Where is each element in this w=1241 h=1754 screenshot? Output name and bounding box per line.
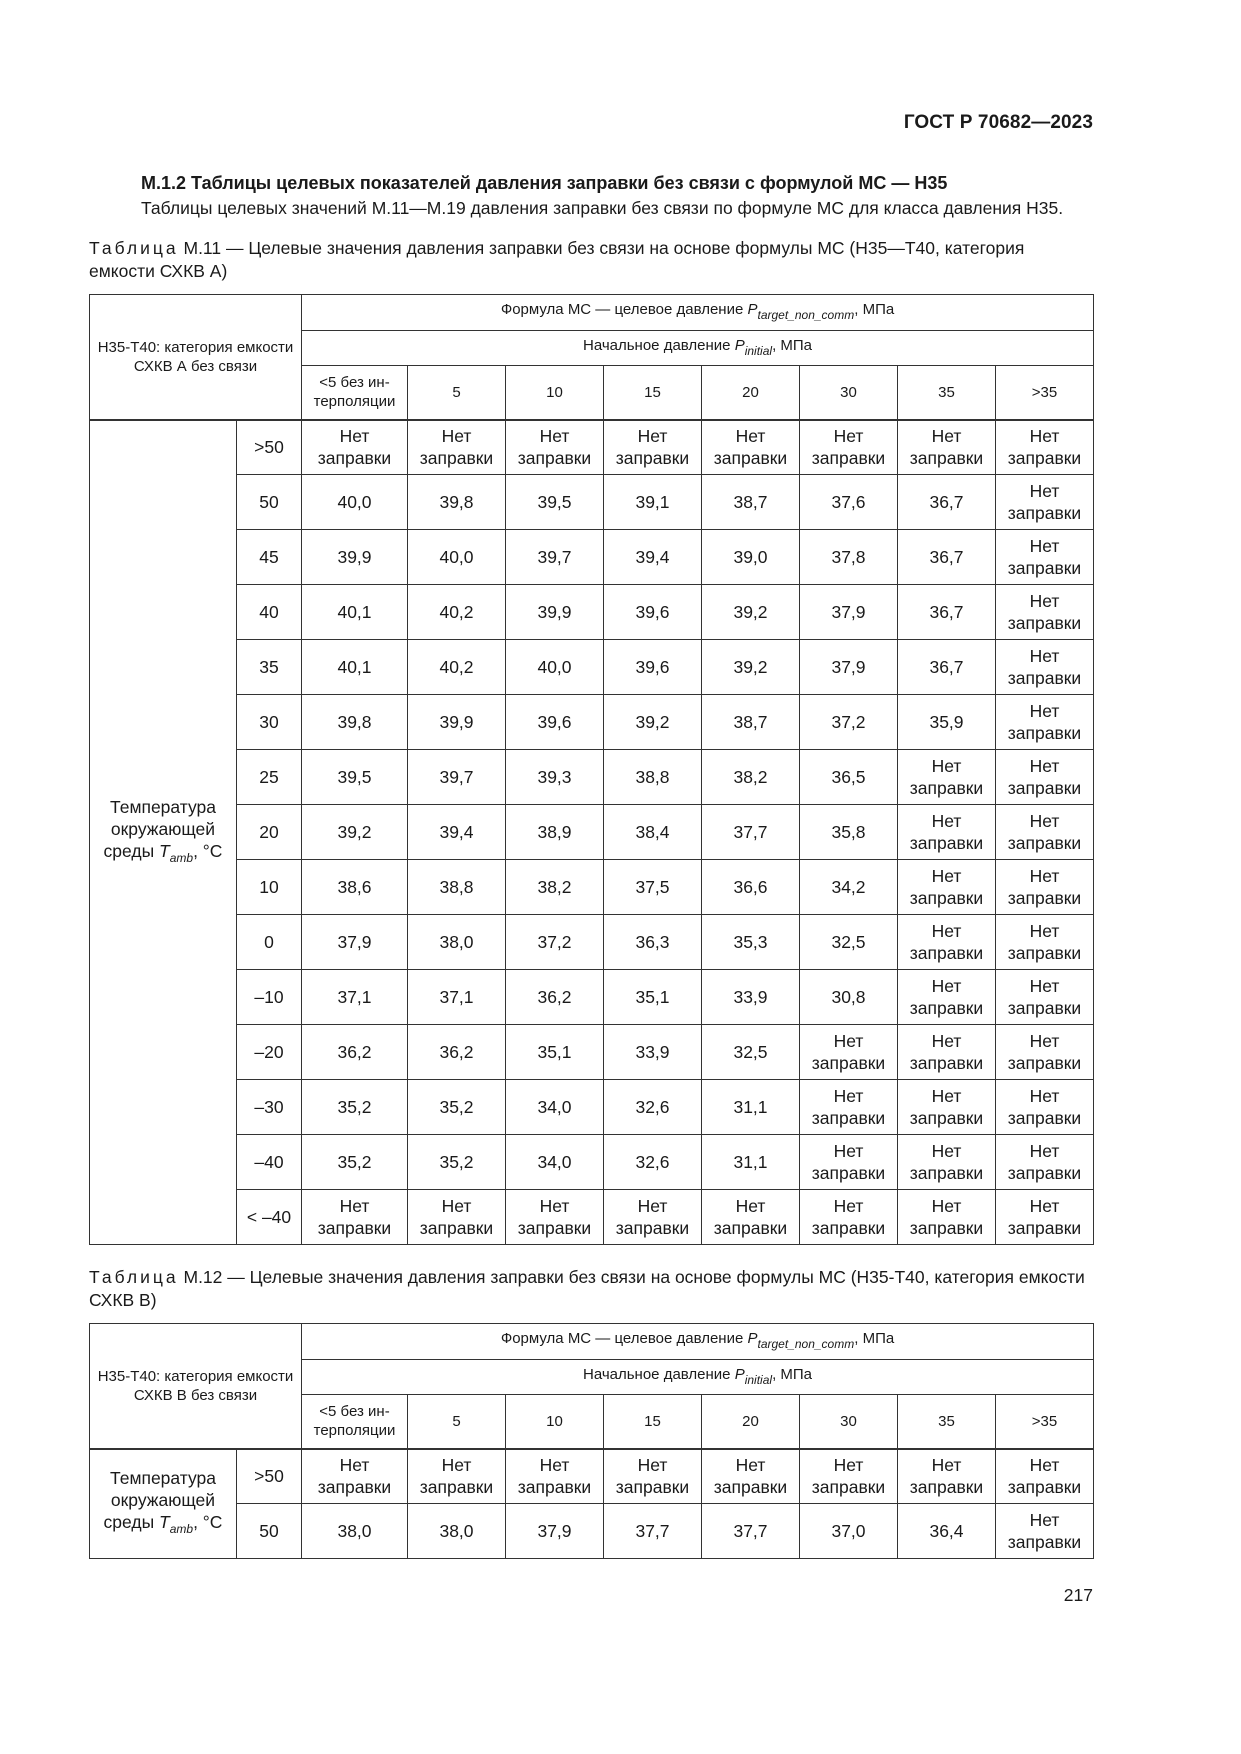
table-row [90, 475, 1094, 530]
pressure-cell: 37,9 [506, 1504, 604, 1559]
table-m12 [89, 1323, 1094, 1559]
table-row [90, 1449, 1094, 1504]
unit: , МПа [854, 1330, 895, 1347]
initial-subscript: initial [744, 343, 773, 358]
formula-header [302, 1324, 1094, 1360]
temperature-cell: –20 [237, 1025, 302, 1080]
table-row [90, 1504, 1094, 1559]
pressure-cell: Нет заправки [800, 1190, 898, 1245]
pressure-cell: 36,4 [898, 1504, 996, 1559]
pressure-cell: 35,2 [408, 1135, 506, 1190]
column-header: 10 [506, 366, 604, 420]
pressure-cell: Нет заправки [996, 1135, 1094, 1190]
pressure-cell: 36,3 [604, 915, 702, 970]
p-symbol: P [747, 1330, 758, 1347]
pressure-cell: 38,0 [408, 1504, 506, 1559]
p-symbol: P [734, 336, 745, 354]
temperature-cell: 30 [237, 695, 302, 750]
table-row [90, 1025, 1094, 1080]
pressure-cell: 39,2 [302, 805, 408, 860]
unit: , МПа [772, 336, 813, 354]
section-title: М.1.2 Таблицы целевых показателей давления заправки без связи с формулой МС — Н35 [141, 173, 948, 193]
pressure-cell: 34,0 [506, 1080, 604, 1135]
pressure-cell: Нет заправки [996, 970, 1094, 1025]
pressure-cell: 38,6 [302, 860, 408, 915]
pressure-cell: 40,1 [302, 585, 408, 640]
pressure-cell: 32,5 [702, 1025, 800, 1080]
pressure-cell: Нет заправки [996, 420, 1094, 475]
caption-label: Таблица [89, 238, 179, 258]
degree-unit: , °C [193, 1512, 223, 1533]
pressure-cell: 35,1 [506, 1025, 604, 1080]
column-header: 15 [604, 366, 702, 420]
table-row [90, 1135, 1094, 1190]
pressure-cell: 38,0 [302, 1504, 408, 1559]
pressure-cell: Нет заправки [898, 915, 996, 970]
pressure-cell: Нет заправки [800, 1135, 898, 1190]
pressure-cell: 33,9 [604, 1025, 702, 1080]
pressure-cell: Нет заправки [898, 1190, 996, 1245]
pressure-cell: 39,6 [604, 640, 702, 695]
pressure-cell: 32,5 [800, 915, 898, 970]
pressure-cell: 38,8 [408, 860, 506, 915]
pressure-cell: Нет заправки [996, 530, 1094, 585]
pressure-cell: 37,1 [302, 970, 408, 1025]
pressure-cell: 35,9 [898, 695, 996, 750]
pressure-cell: 36,2 [506, 970, 604, 1025]
pressure-cell: Нет заправки [898, 1449, 996, 1504]
formula-header [302, 295, 1094, 331]
amb-subscript: amb [169, 850, 194, 865]
table-row [90, 750, 1094, 805]
pressure-cell: 36,2 [302, 1025, 408, 1080]
pressure-cell: Нет заправки [302, 420, 408, 475]
pressure-cell: 38,2 [506, 860, 604, 915]
pressure-cell: 35,8 [800, 805, 898, 860]
caption-text: М.12 — Целевые значения давления заправки без связи на основе формулы МС (Н35-Т40, категория емкости СХКВ В) [89, 1267, 1085, 1310]
document-standard-number: ГОСТ Р 70682—2023 [903, 112, 1093, 133]
pressure-cell: Нет заправки [898, 1025, 996, 1080]
pressure-cell: 40,2 [408, 640, 506, 695]
table-corner-label: Н35-Т40: категория емкости СХКВ В без связи [90, 1324, 302, 1449]
column-header: <5 без ин-терполяции [302, 366, 408, 420]
target-subscript: target_non_comm [757, 308, 855, 322]
pressure-cell: 39,0 [702, 530, 800, 585]
pressure-cell: Нет заправки [996, 750, 1094, 805]
row-group-label [90, 420, 237, 1245]
column-header: <5 без ин-терполяции [302, 1395, 408, 1449]
table-m11-caption [89, 237, 1093, 283]
column-header: 20 [702, 366, 800, 420]
pressure-cell: 38,4 [604, 805, 702, 860]
t-symbol: T [159, 840, 170, 861]
table-row [90, 1080, 1094, 1135]
pressure-cell: 32,6 [604, 1080, 702, 1135]
pressure-cell: Нет заправки [800, 1025, 898, 1080]
column-header: 5 [408, 366, 506, 420]
pressure-cell: 36,6 [702, 860, 800, 915]
pressure-cell: 36,7 [898, 475, 996, 530]
pressure-cell: Нет заправки [898, 750, 996, 805]
row-group-label [90, 1449, 237, 1559]
column-header: 30 [800, 1395, 898, 1449]
column-header: 35 [898, 366, 996, 420]
pressure-cell: 40,0 [302, 475, 408, 530]
pressure-cell: Нет заправки [996, 1080, 1094, 1135]
initial-pressure-header [302, 1360, 1094, 1395]
table-row [90, 695, 1094, 750]
degree-unit: , °C [193, 840, 223, 861]
table-row [90, 915, 1094, 970]
column-header: 10 [506, 1395, 604, 1449]
pressure-cell: 39,4 [604, 530, 702, 585]
pressure-cell: 34,0 [506, 1135, 604, 1190]
temperature-cell: 45 [237, 530, 302, 585]
pressure-cell: Нет заправки [604, 1190, 702, 1245]
pressure-cell: 39,6 [604, 585, 702, 640]
temperature-cell: 50 [237, 1504, 302, 1559]
pressure-cell: 39,1 [604, 475, 702, 530]
pressure-cell: 39,4 [408, 805, 506, 860]
column-header: 15 [604, 1395, 702, 1449]
initial-subscript: initial [744, 1372, 773, 1387]
pressure-cell: 35,1 [604, 970, 702, 1025]
column-header: >35 [996, 366, 1094, 420]
pressure-cell: 33,9 [702, 970, 800, 1025]
pressure-cell: 39,6 [506, 695, 604, 750]
pressure-cell: 37,5 [604, 860, 702, 915]
pressure-cell: 39,7 [408, 750, 506, 805]
temperature-cell: 50 [237, 475, 302, 530]
pressure-cell: 35,2 [302, 1080, 408, 1135]
pressure-cell: 37,9 [800, 585, 898, 640]
pressure-cell: Нет заправки [996, 860, 1094, 915]
row-group-text: Температура окружающей среды [103, 1468, 216, 1533]
pressure-cell: 30,8 [800, 970, 898, 1025]
temperature-cell: >50 [237, 1449, 302, 1504]
pressure-cell: 36,5 [800, 750, 898, 805]
column-header: >35 [996, 1395, 1094, 1449]
pressure-cell: 39,2 [702, 640, 800, 695]
pressure-cell: 32,6 [604, 1135, 702, 1190]
pressure-cell: 37,7 [702, 1504, 800, 1559]
pressure-cell: Нет заправки [898, 860, 996, 915]
pressure-cell: 37,1 [408, 970, 506, 1025]
pressure-cell: Нет заправки [996, 640, 1094, 695]
pressure-cell: 39,8 [302, 695, 408, 750]
pressure-cell: Нет заправки [898, 1080, 996, 1135]
section-intro: Таблицы целевых значений М.11—М.19 давления заправки без связи по формуле МС для класса давления Н35. [141, 198, 1064, 218]
pressure-cell: 39,2 [604, 695, 702, 750]
table-row [90, 805, 1094, 860]
target-subscript: target_non_comm [757, 1337, 855, 1351]
initial-prefix: Начальное давление [582, 336, 735, 354]
pressure-cell: 39,9 [302, 530, 408, 585]
pressure-cell: 39,8 [408, 475, 506, 530]
pressure-cell: 40,1 [302, 640, 408, 695]
pressure-cell: Нет заправки [506, 1190, 604, 1245]
pressure-cell: 38,9 [506, 805, 604, 860]
pressure-cell: 37,6 [800, 475, 898, 530]
pressure-cell: 35,2 [302, 1135, 408, 1190]
table-row [90, 860, 1094, 915]
pressure-cell: 38,7 [702, 695, 800, 750]
p-symbol: P [734, 1365, 745, 1383]
caption-text: М.11 — Целевые значения давления заправки без связи на основе формулы МС (Н35—Т40, категория емкости СХКВ А) [89, 238, 1025, 281]
column-header: 35 [898, 1395, 996, 1449]
pressure-cell: Нет заправки [996, 1025, 1094, 1080]
pressure-cell: Нет заправки [996, 1504, 1094, 1559]
column-header: 20 [702, 1395, 800, 1449]
temperature-cell: –40 [237, 1135, 302, 1190]
pressure-cell: Нет заправки [996, 805, 1094, 860]
temperature-cell: –30 [237, 1080, 302, 1135]
pressure-cell: 36,7 [898, 530, 996, 585]
caption-label: Таблица [89, 1267, 179, 1287]
pressure-cell: Нет заправки [506, 420, 604, 475]
temperature-cell: < –40 [237, 1190, 302, 1245]
pressure-cell: Нет заправки [996, 695, 1094, 750]
temperature-cell: 20 [237, 805, 302, 860]
pressure-cell: 38,0 [408, 915, 506, 970]
pressure-cell: Нет заправки [996, 1190, 1094, 1245]
pressure-cell: 39,3 [506, 750, 604, 805]
pressure-cell: 39,2 [702, 585, 800, 640]
pressure-cell: 40,0 [408, 530, 506, 585]
pressure-cell: 40,2 [408, 585, 506, 640]
pressure-cell: 37,2 [800, 695, 898, 750]
pressure-cell: 38,8 [604, 750, 702, 805]
pressure-cell: Нет заправки [702, 1449, 800, 1504]
pressure-cell: 40,0 [506, 640, 604, 695]
pressure-cell: 39,7 [506, 530, 604, 585]
table-row [90, 420, 1094, 475]
table-row [90, 585, 1094, 640]
temperature-cell: –10 [237, 970, 302, 1025]
pressure-cell: Нет заправки [996, 915, 1094, 970]
pressure-cell: Нет заправки [996, 1449, 1094, 1504]
pressure-cell: 37,8 [800, 530, 898, 585]
temperature-cell: 40 [237, 585, 302, 640]
pressure-cell: Нет заправки [898, 805, 996, 860]
table-row [90, 640, 1094, 695]
initial-pressure-header [302, 331, 1094, 366]
pressure-cell: 36,2 [408, 1025, 506, 1080]
temperature-cell: 25 [237, 750, 302, 805]
pressure-cell: Нет заправки [604, 1449, 702, 1504]
unit: , МПа [854, 301, 895, 318]
temperature-cell: 35 [237, 640, 302, 695]
amb-subscript: amb [169, 1522, 194, 1537]
pressure-cell: Нет заправки [898, 420, 996, 475]
pressure-cell: Нет заправки [996, 475, 1094, 530]
formula-prefix: Формула МС — целевое давление [500, 301, 748, 318]
pressure-cell: 37,9 [800, 640, 898, 695]
table-row [90, 530, 1094, 585]
pressure-cell: 38,2 [702, 750, 800, 805]
pressure-cell: 31,1 [702, 1135, 800, 1190]
pressure-cell: Нет заправки [996, 585, 1094, 640]
formula-prefix: Формула МС — целевое давление [500, 1330, 748, 1347]
pressure-cell: Нет заправки [702, 420, 800, 475]
row-group-text: Температура окружающей среды [103, 796, 216, 861]
pressure-cell: Нет заправки [506, 1449, 604, 1504]
pressure-cell: Нет заправки [800, 1080, 898, 1135]
pressure-cell: 39,5 [506, 475, 604, 530]
pressure-cell: 39,9 [506, 585, 604, 640]
temperature-cell: 0 [237, 915, 302, 970]
pressure-cell: 37,7 [702, 805, 800, 860]
pressure-cell: 31,1 [702, 1080, 800, 1135]
pressure-cell: 37,9 [302, 915, 408, 970]
p-symbol: P [747, 301, 758, 318]
pressure-cell: Нет заправки [800, 420, 898, 475]
pressure-cell: 35,2 [408, 1080, 506, 1135]
column-header: 5 [408, 1395, 506, 1449]
table-row [90, 1190, 1094, 1245]
table-row [90, 970, 1094, 1025]
page-number: 217 [1063, 1585, 1093, 1605]
pressure-cell: Нет заправки [702, 1190, 800, 1245]
pressure-cell: Нет заправки [800, 1449, 898, 1504]
pressure-cell: Нет заправки [408, 1190, 506, 1245]
pressure-cell: 37,2 [506, 915, 604, 970]
pressure-cell: 39,5 [302, 750, 408, 805]
pressure-cell: Нет заправки [604, 420, 702, 475]
pressure-cell: Нет заправки [302, 1449, 408, 1504]
temperature-cell: 10 [237, 860, 302, 915]
pressure-cell: 35,3 [702, 915, 800, 970]
pressure-cell: Нет заправки [302, 1190, 408, 1245]
table-corner-label: Н35-Т40: категория емкости СХКВ А без связи [90, 295, 302, 420]
table-m11 [89, 294, 1094, 1245]
pressure-cell: Нет заправки [408, 420, 506, 475]
column-header: 30 [800, 366, 898, 420]
pressure-cell: Нет заправки [408, 1449, 506, 1504]
pressure-cell: 36,7 [898, 640, 996, 695]
pressure-cell: 37,7 [604, 1504, 702, 1559]
table-m12-caption [89, 1266, 1093, 1312]
unit: , МПа [772, 1365, 813, 1383]
pressure-cell: 39,9 [408, 695, 506, 750]
pressure-cell: Нет заправки [898, 1135, 996, 1190]
initial-prefix: Начальное давление [582, 1365, 735, 1383]
pressure-cell: Нет заправки [898, 970, 996, 1025]
pressure-cell: 36,7 [898, 585, 996, 640]
pressure-cell: 34,2 [800, 860, 898, 915]
pressure-cell: 37,0 [800, 1504, 898, 1559]
t-symbol: T [159, 1512, 170, 1533]
pressure-cell: 38,7 [702, 475, 800, 530]
temperature-cell: >50 [237, 420, 302, 475]
